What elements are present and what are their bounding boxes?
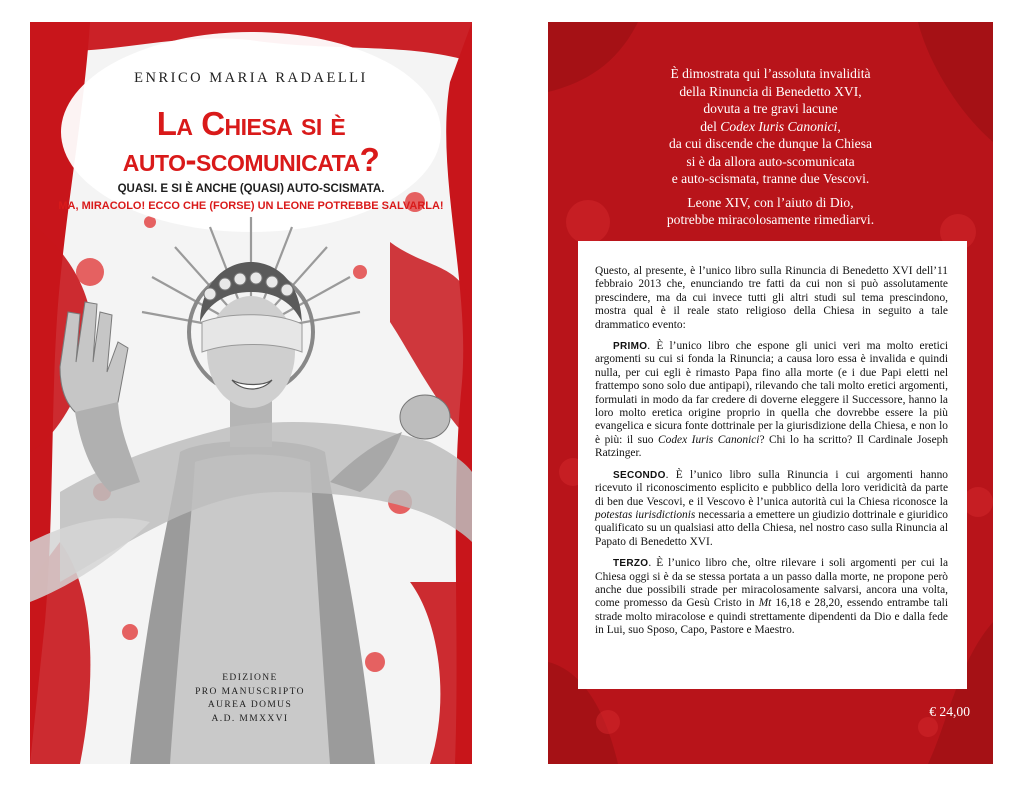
- intro-line: potrebbe miracolosamente rimediarvi.: [666, 212, 875, 227]
- book-title-line-1: La Chiesa si è: [156, 105, 346, 142]
- intro-line: [548, 118, 993, 136]
- intro-italic: Codex Iuris Canonici: [720, 118, 838, 134]
- point-text: 16,18 e 28,20, essendo entrambe tali strade molto miracolose e quindi strettamente dipendenti da Dio e dalla fede in Lui, suo Sposo, Capo, Pastore e Maestro.: [595, 597, 948, 637]
- edition-block: [180, 672, 320, 726]
- point-text: . È l’unico libro che espone gli unici veri ma molto eretici argomenti su cui si fonda la Rinuncia; a causa loro essa è invalida e quindi nulla, per cui egli è rimasto Papa fino alla morte (e i due Papi eletti nel frattempo sono solo due antipapi), rilevando che tali molto eretici argomenti, formulati in modo da far credere di doverne eleggere il Successore, hanno la loro molto eretica origine proprio in quella che dovrebbe essere la più evangelica e sicura fonte dottrinale per la giurisdizione della Chiesa, e non lo è più: il suo: [595, 340, 948, 446]
- subtitle-line-1: QUASI. E SI È ANCHE (QUASI) AUTO-SCISMATA.: [117, 183, 385, 195]
- point-text: . È l’unico libro sulla Rinuncia i cui argomenti hanno ricevuto il riconoscimento esplicito e pubblico della loro veridicità da parte di ben due Vescovi, e il Vescovo è l’unica autorità cui la Chiesa riconosce la: [595, 468, 948, 508]
- intro-line: Leone XIV, con l’aiuto di Dio,: [687, 194, 854, 210]
- point-text: ? Chi lo ha scritto? Il Cardinale Joseph Ratzinger.: [595, 433, 949, 460]
- point-italic: Mt: [758, 597, 772, 610]
- point-italic: potestas iurisdictionis: [595, 508, 696, 521]
- back-cover: [548, 22, 993, 764]
- point-terzo: [595, 557, 948, 637]
- point-label: PRIMO: [613, 341, 648, 353]
- point-label: TERZO: [613, 558, 649, 570]
- price-label: € 24,00: [929, 704, 970, 719]
- point-italic: Codex Iuris Canonici: [658, 433, 760, 446]
- intro-line: dovuta a tre gravi lacune: [703, 101, 838, 116]
- intro-line: e auto-scismata, tranne due Vescovi.: [671, 171, 870, 186]
- book-title-line-2: auto-scomunicata?: [122, 141, 380, 178]
- intro-line: È dimostrata qui l’assoluta invalidità: [670, 66, 871, 81]
- front-cover: [30, 22, 472, 764]
- intro-text: ,: [837, 118, 841, 134]
- edition-line: EDIZIONE: [222, 673, 278, 683]
- description-panel: [578, 241, 967, 689]
- intro-line: si è da allora auto-scomunicata: [686, 153, 855, 169]
- subtitle-line-2: MA, MIRACOLO! ECCO CHE (FORSE) UN LEONE POTREBBE SALVARLA!: [58, 200, 444, 212]
- point-text: necessaria a emettere un giudizio dottrinale e giuridico qualificato su un qualsiasi atto della Chiesa, nel nostro caso sulla Rinuncia al Papato di Benedetto XVI.: [595, 508, 948, 548]
- point-label: SECONDO: [613, 469, 666, 481]
- point-primo: [595, 340, 948, 461]
- back-intro: [548, 65, 993, 229]
- edition-line: AUREA DOMUS: [207, 700, 293, 710]
- point-text: . È l’unico libro che, oltre rilevare i soli argomenti per cui la Chiesa oggi si è da se stessa portata a un passo dalla morte, ne propone però anche due possibili strade per miracolosamente salvarsi, ancora una volta, come promesso da Gesù Cristo in: [595, 557, 948, 610]
- edition-line: A.D. MMXXVI: [211, 713, 289, 724]
- point-secondo: [595, 469, 948, 549]
- intro-line: della Rinuncia di Benedetto XVI,: [679, 83, 862, 99]
- intro-text: del: [700, 118, 717, 134]
- author-name: ENRICO MARIA RADAELLI: [134, 70, 368, 86]
- edition-line: PRO MANUSCRIPTO: [195, 686, 305, 697]
- intro-line: da cui discende che dunque la Chiesa: [668, 136, 873, 151]
- description-intro: Questo, al presente, è l’unico libro sulla Rinuncia di Benedetto XVI dell’11 febbraio 2013 che, enunciando tre fatti da cui non si può assolutamente prescindere, ma da cui invece tutti gli altri studi sul tema prescindono, mostra qual è il reale stato religioso della Chiesa in seguito a tale drammatico evento:: [595, 265, 948, 331]
